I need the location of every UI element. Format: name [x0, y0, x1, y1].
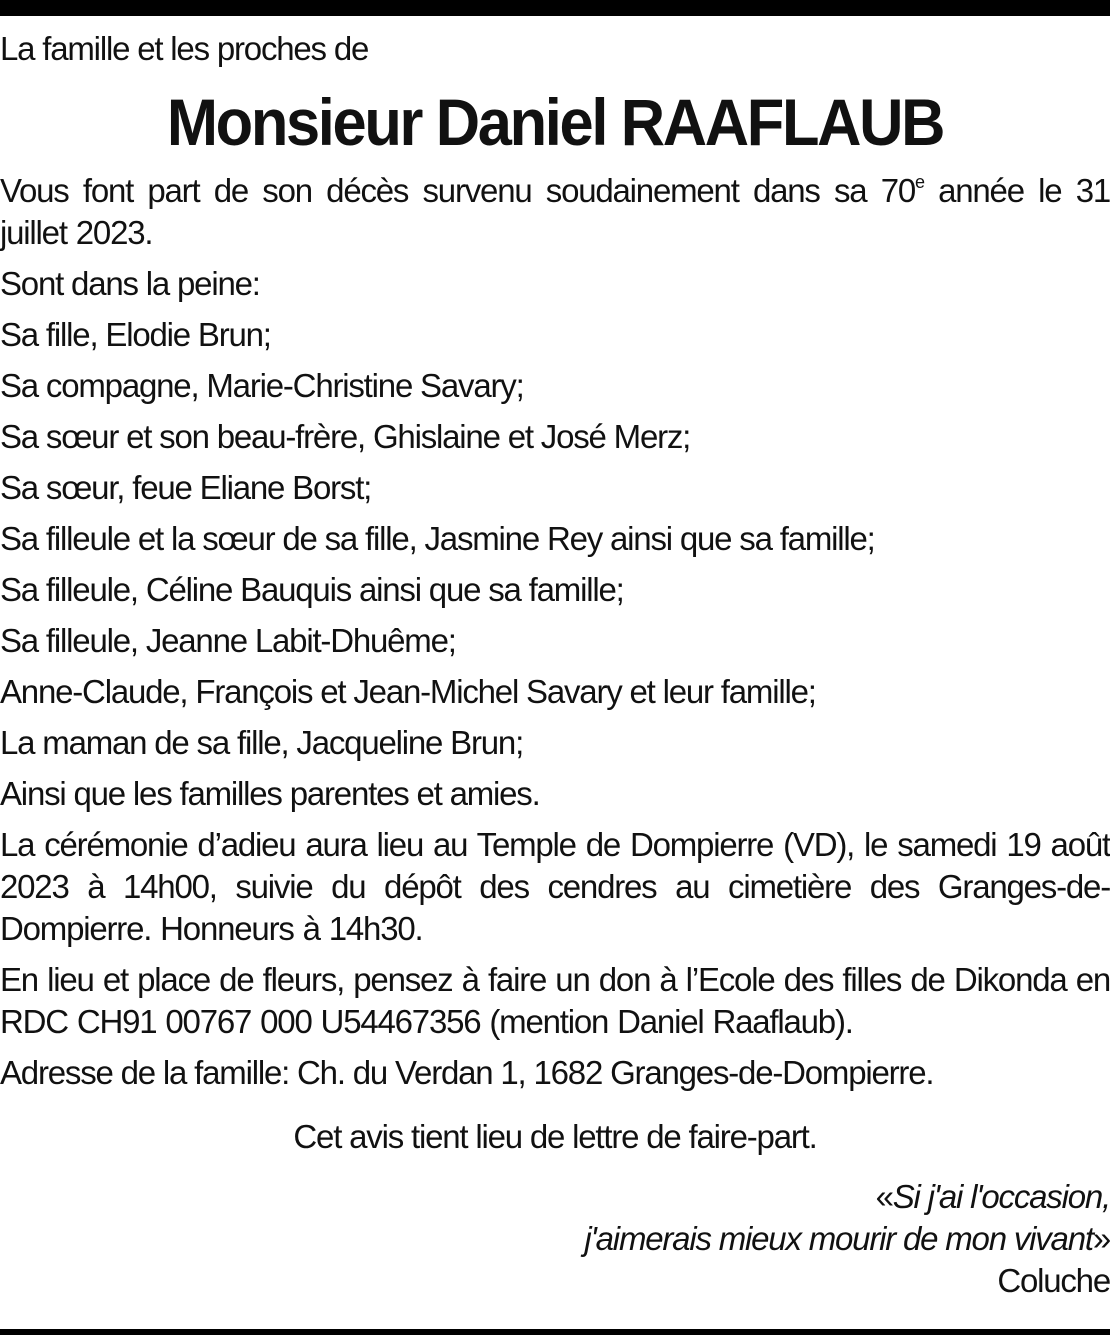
mourner-item: Sa filleule et la sœur de sa fille, Jasmine Rey ainsi que sa famille; [0, 520, 875, 557]
mourner-item: La maman de sa fille, Jacqueline Brun; [0, 724, 524, 761]
quote-author: Coluche [997, 1262, 1110, 1299]
mourner-item: Sa sœur, feue Eliane Borst; [0, 469, 372, 506]
announcement-text-start: Vous font part de son décès survenu soudainement dans sa 70 [0, 172, 916, 209]
mourner-item: Sa filleule, Jeanne Labit-Dhuême; [0, 622, 456, 659]
closing-line: Cet avis tient lieu de lettre de faire-part. [293, 1118, 817, 1155]
mourner-item: Sa filleule, Céline Bauquis ainsi que sa famille; [0, 571, 624, 608]
mourner-item: Sa sœur et son beau-frère, Ghislaine et José Merz; [0, 418, 691, 455]
top-rule [0, 0, 1110, 16]
mourner-item: Anne-Claude, François et Jean-Michel Savary et leur famille; [0, 673, 816, 710]
quote-line-2 [0, 1218, 1110, 1260]
quote-close-mark: » [1092, 1220, 1110, 1257]
announcement-text-end: année le 31 juillet 2023. [0, 172, 1110, 251]
quote-text-1: Si j'ai l'occasion, [892, 1178, 1110, 1215]
mourner-item: Sa compagne, Marie-Christine Savary; [0, 367, 524, 404]
ceremony-paragraph: La cérémonie d’adieu aura lieu au Temple de Dompierre (VD), le samedi 19 août 2023 à 14h00, suivie du dépôt des cendres au cimetière des Granges-de-Dompierre. Honneurs à 14h30. [0, 826, 1110, 947]
mourner-item: Ainsi que les familles parentes et amies. [0, 775, 540, 812]
intro-line: La famille et les proches de [0, 30, 369, 67]
deceased-name: Monsieur Daniel RAAFLAUB [166, 85, 944, 159]
quote-text-2: j'aimerais mieux mourir de mon vivant [584, 1220, 1093, 1257]
family-address: Adresse de la famille: Ch. du Verdan 1, 1682 Granges-de-Dompierre. [0, 1054, 934, 1091]
obituary-notice [0, 28, 1110, 1302]
mourners-heading: Sont dans la peine: [0, 265, 260, 302]
bottom-rule [0, 1329, 1110, 1335]
announcement-paragraph [0, 170, 1110, 254]
donation-paragraph: En lieu et place de fleurs, pensez à faire un don à l’Ecole des filles de Dikonda en RDC CH91 00767 000 U54467356 (mention Daniel Raaflaub). [0, 961, 1110, 1040]
mourners-list [0, 314, 1110, 815]
ordinal-suffix: e [915, 172, 924, 192]
quote-line-1 [0, 1176, 1110, 1218]
quote-open-mark: « [875, 1178, 893, 1215]
mourner-item: Sa fille, Elodie Brun; [0, 316, 271, 353]
